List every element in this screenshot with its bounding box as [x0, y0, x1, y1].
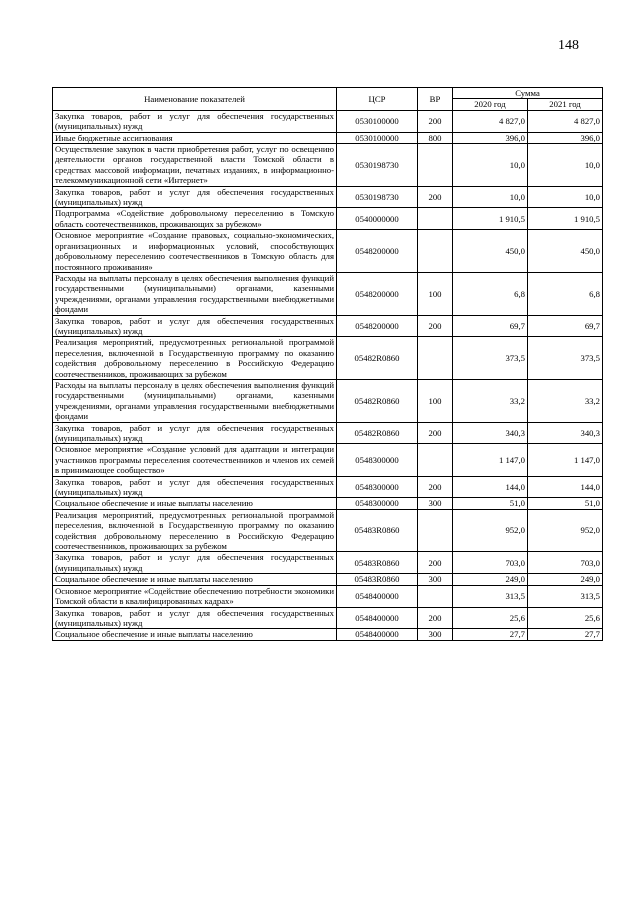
row-name: Закупка товаров, работ и услуг для обеспечения государственных (муниципальных) нужд	[53, 607, 337, 629]
header-csr: ЦСР	[337, 88, 418, 111]
row-sum-2021: 6,8	[528, 272, 603, 315]
row-vr	[418, 444, 453, 476]
row-sum-2020: 27,7	[453, 629, 528, 640]
row-vr	[418, 208, 453, 230]
table-row	[53, 476, 603, 498]
row-name: Расходы на выплаты персоналу в целях обеспечения выполнения функций государственными (муниципальными) органами, казенными учреждениями, органами управления государственными внебюджетными фондами	[53, 379, 337, 422]
row-csr: 0530198730	[337, 186, 418, 208]
row-sum-2020: 144,0	[453, 476, 528, 498]
row-name: Закупка товаров, работ и услуг для обеспечения государственных (муниципальных) нужд	[53, 315, 337, 337]
row-vr: 800	[418, 132, 453, 143]
header-vr: ВР	[418, 88, 453, 111]
row-csr: 0548300000	[337, 444, 418, 476]
row-vr	[418, 585, 453, 607]
row-vr	[418, 144, 453, 187]
row-name: Социальное обеспечение и иные выплаты населению	[53, 629, 337, 640]
row-sum-2020: 313,5	[453, 585, 528, 607]
table-row	[53, 574, 603, 585]
row-vr: 300	[418, 498, 453, 509]
row-csr: 05483R0860	[337, 552, 418, 574]
row-vr: 100	[418, 379, 453, 422]
row-name: Реализация мероприятий, предусмотренных региональной программой переселения, включенной в Государственную программу по оказанию содействия добровольному переселению в Российскую Федерацию соотечественников, проживающих за рубежом	[53, 337, 337, 380]
row-name: Закупка товаров, работ и услуг для обеспечения государственных (муниципальных) нужд	[53, 110, 337, 132]
row-sum-2020: 1 910,5	[453, 208, 528, 230]
row-csr: 0548400000	[337, 585, 418, 607]
row-sum-2021: 340,3	[528, 422, 603, 444]
budget-table	[52, 87, 603, 641]
table-row	[53, 422, 603, 444]
row-vr: 200	[418, 552, 453, 574]
table-row	[53, 337, 603, 380]
table-row	[53, 132, 603, 143]
row-sum-2020: 10,0	[453, 144, 528, 187]
row-csr: 0548400000	[337, 607, 418, 629]
row-sum-2021: 10,0	[528, 186, 603, 208]
row-name: Закупка товаров, работ и услуг для обеспечения государственных (муниципальных) нужд	[53, 552, 337, 574]
row-sum-2021: 249,0	[528, 574, 603, 585]
row-name: Расходы на выплаты персоналу в целях обеспечения выполнения функций государственными (муниципальными) органами, казенными учреждениями, органами управления государственными внебюджетными фондами	[53, 272, 337, 315]
row-csr: 0530100000	[337, 132, 418, 143]
row-sum-2020: 51,0	[453, 498, 528, 509]
row-sum-2021: 25,6	[528, 607, 603, 629]
row-name: Реализация мероприятий, предусмотренных региональной программой переселения, включенной в Государственную программу по оказанию содействия добровольному переселению в Российскую Федерацию соотечественников, проживающих за рубежом	[53, 509, 337, 552]
row-sum-2020: 396,0	[453, 132, 528, 143]
table-row	[53, 272, 603, 315]
row-sum-2020: 249,0	[453, 574, 528, 585]
row-sum-2020: 4 827,0	[453, 110, 528, 132]
table-row	[53, 444, 603, 476]
row-name: Основное мероприятие «Создание условий для адаптации и интеграции участников программы переселения соотечественников и членов их семей в принимающее сообщество»	[53, 444, 337, 476]
row-name: Закупка товаров, работ и услуг для обеспечения государственных (муниципальных) нужд	[53, 422, 337, 444]
row-vr	[418, 230, 453, 273]
row-vr: 300	[418, 629, 453, 640]
row-csr: 0548200000	[337, 315, 418, 337]
table-row	[53, 379, 603, 422]
row-vr: 200	[418, 315, 453, 337]
row-name: Социальное обеспечение и иные выплаты населению	[53, 498, 337, 509]
row-csr: 0548300000	[337, 498, 418, 509]
row-sum-2020: 1 147,0	[453, 444, 528, 476]
row-csr: 05482R0860	[337, 337, 418, 380]
row-csr: 0548200000	[337, 272, 418, 315]
row-vr: 200	[418, 422, 453, 444]
row-sum-2020: 25,6	[453, 607, 528, 629]
row-csr: 0530100000	[337, 110, 418, 132]
row-vr: 200	[418, 607, 453, 629]
row-sum-2021: 144,0	[528, 476, 603, 498]
row-sum-2020: 703,0	[453, 552, 528, 574]
row-csr: 05483R0860	[337, 574, 418, 585]
row-csr: 05482R0860	[337, 379, 418, 422]
row-sum-2020: 373,5	[453, 337, 528, 380]
row-vr: 100	[418, 272, 453, 315]
header-name: Наименование показателей	[53, 88, 337, 111]
table-row	[53, 552, 603, 574]
row-sum-2020: 6,8	[453, 272, 528, 315]
row-vr: 200	[418, 186, 453, 208]
table-row	[53, 498, 603, 509]
row-name: Осуществление закупок в части приобретения работ, услуг по освещению деятельности органов государственной власти Томской области в средствах массовой информации, печатных изданиях, в информационно-телекоммуникационной сети «Интернет»	[53, 144, 337, 187]
row-sum-2021: 10,0	[528, 144, 603, 187]
row-name: Подпрограмма «Содействие добровольному переселению в Томскую область соотечественников, проживающих за рубежом»	[53, 208, 337, 230]
row-csr: 0548200000	[337, 230, 418, 273]
table-row	[53, 230, 603, 273]
header-year-2021: 2021 год	[528, 99, 603, 110]
row-sum-2020: 10,0	[453, 186, 528, 208]
table-row	[53, 144, 603, 187]
row-sum-2021: 450,0	[528, 230, 603, 273]
row-csr: 0548400000	[337, 629, 418, 640]
row-sum-2021: 1 147,0	[528, 444, 603, 476]
row-sum-2021: 373,5	[528, 337, 603, 380]
row-csr: 0530198730	[337, 144, 418, 187]
row-sum-2021: 27,7	[528, 629, 603, 640]
table-row	[53, 186, 603, 208]
table-row	[53, 607, 603, 629]
table-row	[53, 585, 603, 607]
row-csr: 05483R0860	[337, 509, 418, 552]
table-row	[53, 208, 603, 230]
row-name: Закупка товаров, работ и услуг для обеспечения государственных (муниципальных) нужд	[53, 186, 337, 208]
row-sum-2021: 51,0	[528, 498, 603, 509]
row-sum-2020: 450,0	[453, 230, 528, 273]
row-name: Иные бюджетные ассигнования	[53, 132, 337, 143]
table-row	[53, 110, 603, 132]
table-body	[53, 110, 603, 640]
row-vr: 300	[418, 574, 453, 585]
row-vr: 200	[418, 110, 453, 132]
row-sum-2021: 1 910,5	[528, 208, 603, 230]
table-row	[53, 629, 603, 640]
row-sum-2021: 313,5	[528, 585, 603, 607]
row-sum-2021: 33,2	[528, 379, 603, 422]
header-year-2020: 2020 год	[453, 99, 528, 110]
row-vr	[418, 337, 453, 380]
row-sum-2021: 4 827,0	[528, 110, 603, 132]
row-csr: 0548300000	[337, 476, 418, 498]
page-number: 148	[558, 38, 579, 53]
row-csr: 0540000000	[337, 208, 418, 230]
row-sum-2021: 396,0	[528, 132, 603, 143]
row-sum-2020: 952,0	[453, 509, 528, 552]
header-sum: Сумма	[453, 88, 603, 99]
row-sum-2020: 340,3	[453, 422, 528, 444]
table-row	[53, 509, 603, 552]
row-vr: 200	[418, 476, 453, 498]
row-sum-2021: 69,7	[528, 315, 603, 337]
row-csr: 05482R0860	[337, 422, 418, 444]
row-name: Социальное обеспечение и иные выплаты населению	[53, 574, 337, 585]
header-row	[53, 88, 603, 99]
table-row	[53, 315, 603, 337]
row-sum-2021: 703,0	[528, 552, 603, 574]
row-vr	[418, 509, 453, 552]
row-sum-2021: 952,0	[528, 509, 603, 552]
row-sum-2020: 69,7	[453, 315, 528, 337]
row-name: Основное мероприятие «Создание правовых, социально-экономических, организационных и информационных условий, способствующих добровольному переселению соотечественников в Томскую область для постоянного проживания»	[53, 230, 337, 273]
row-name: Закупка товаров, работ и услуг для обеспечения государственных (муниципальных) нужд	[53, 476, 337, 498]
row-name: Основное мероприятие «Содействие обеспечению потребности экономики Томской области в квалифицированных кадрах»	[53, 585, 337, 607]
row-sum-2020: 33,2	[453, 379, 528, 422]
